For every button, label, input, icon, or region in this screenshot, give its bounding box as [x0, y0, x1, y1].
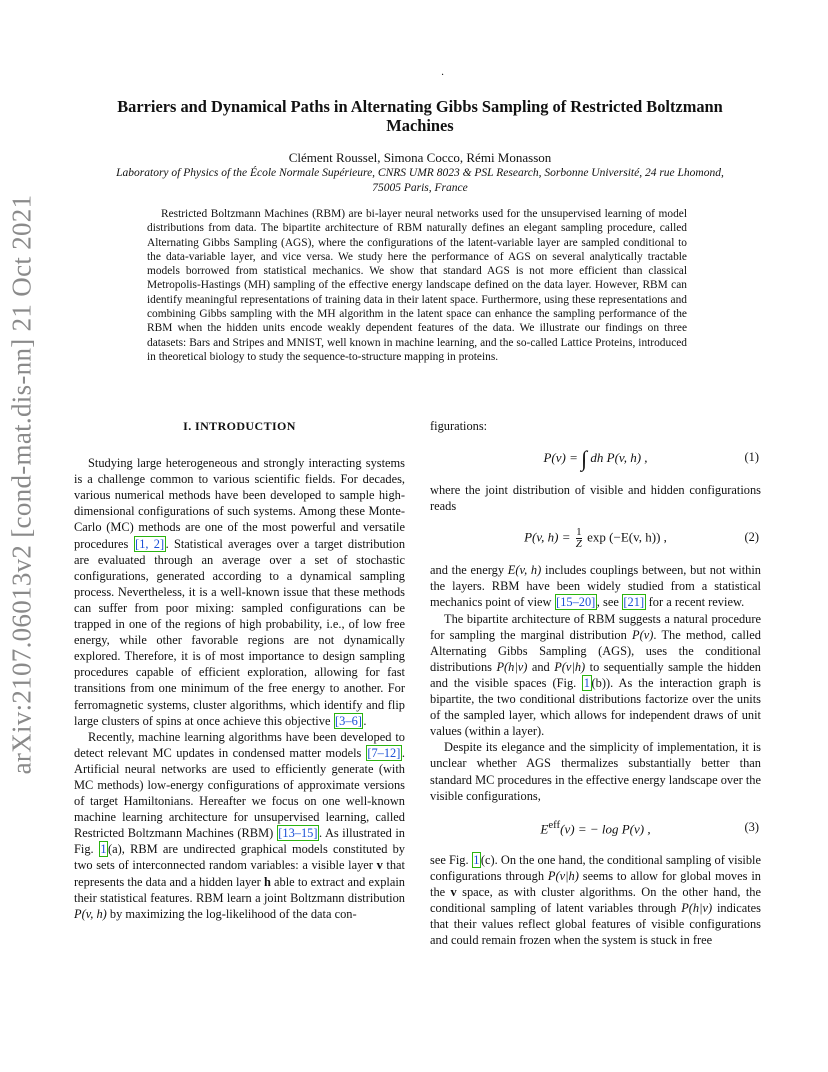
equation-number: (2): [744, 530, 759, 545]
figure-link[interactable]: 1: [100, 842, 107, 857]
paper-authors: Clément Roussel, Simona Cocco, Rémi Monasson: [288, 150, 552, 165]
equation-2: P(v, h) = $\frac{1}{Z}$ exp (−E(v, h)) , (2): [524, 525, 759, 550]
left-column: [74, 418, 405, 922]
citation-link[interactable]: [1, 2]: [135, 536, 165, 551]
header-dot: ·: [441, 70, 445, 81]
arxiv-stamp: [2, 194, 42, 774]
citation-link[interactable]: [13–15]: [278, 826, 318, 841]
citation-link[interactable]: [3–6]: [335, 713, 362, 728]
paper-title: Barriers and Dynamical Paths in Alternating Gibbs Sampling of Restricted Boltzmann Machines: [117, 97, 723, 135]
equation-number: (3): [744, 819, 759, 834]
intro-paragraph-2: Recently, machine learning algorithms have been developed to detect relevant MC updates in condensed matter models [7–12] . Artificial neural networks are used to efficiently generate (with MC methods) low-energy configurations of approximate versions of target Hamiltonians. Hereafter we focus on one well-known machine learning architecture for unsupervised learning, called Restricted Boltzmann Machines (RBM) [13–15] . As illustrated in Fig. 1 (a), RBM are undirected graphical models constituted by two sets of interconnected random variables: a visible layer v that represents the data and a hidden layer h able to extract and explain their statistical features. RBM learn a joint Boltzmann distribution P(v, h) by maximizing the log-likelihood of the data con-: [74, 729, 406, 921]
text-paragraph: and the energy E(v, h) includes couplings between, but not within the layers. RBM have been widely studied from a statistical mechanics point of view [15–20] , see [21] for a recent review.: [430, 563, 761, 610]
fraction: $\frac{1}{Z}$: [575, 525, 582, 550]
right-column: [430, 418, 761, 948]
text-paragraph: The bipartite architecture of RBM suggests a natural procedure for sampling the marginal distribution P(v). The method, called Alternating Gibbs Sampling (AGS), uses the conditional distributions P(h|v) and P(v|h) to sequentially sample the hidden and the visible spaces (Fig. 1 (b)). As the interaction graph is bipartite, the two conditional distributions factorize over the units of the sampled layer, which allows for independent draws of unit values (within a layer).: [430, 611, 761, 739]
integral-symbol: ∫: [581, 445, 588, 471]
figure-link[interactable]: 1: [473, 852, 480, 867]
text-paragraph: where the joint distribution of visible and hidden configurations reads: [430, 483, 761, 514]
intro-paragraph-1: Studying large heterogeneous and strongly interacting systems is a challenge common to various scientific fields. For decades, various numerical methods have been developed to sample high-dimensional configurations of such systems. Among these Monte-Carlo (MC) methods are one of the most powerful and versatile procedures [1, 2] . Statistical averages over a target distribution are evaluated through an average over a set of stochastic configurations, generated according to a dynamical sampling process. Nevertheless, it is a well-known issue that these methods can suffer from poor mixing: sampled configurations can be trapped in one of the regions of high probability, i.e., of low free energy, while other favorable regions are not dynamically explored. Therefore, it is of most importance to design sampling procedures capable of efficient exploration, allowing for fast transitions from one minimum of the free energy to another. For ferromagnetic systems, cluster algorithms, which identify and flip large clusters of spins at once achieve this objective [3–6] .: [74, 456, 406, 728]
section-heading: I. INTRODUCTION: [183, 419, 296, 433]
equation-1: P(v) = ∫ dh P(v, h) , (1): [543, 445, 759, 471]
figure-link[interactable]: 1: [583, 675, 590, 690]
citation-link[interactable]: [21]: [623, 595, 645, 610]
equation-number: (1): [744, 450, 759, 465]
text-fragment: figurations:: [430, 419, 488, 433]
citation-link[interactable]: [7–12]: [367, 745, 401, 760]
equation-3: $E^{eff}(v)$ = − log P(v) , (3): [540, 819, 759, 837]
text-paragraph: see Fig. 1 (c). On the one hand, the conditional sampling of visible configurations through P(v|h) seems to allow for global moves in the v space, as with cluster algorithms. On the other hand, the conditional sampling of latent variables through P(h|v) indicates that their values reflect global features of visible configurations and could remain frozen when the system is stuck in free: [430, 852, 761, 948]
citation-link[interactable]: [15–20]: [556, 595, 596, 610]
text-paragraph: Despite its elegance and the simplicity of implementation, it is unclear whether AGS thermalizes substantially better than standard MC procedures in the effective energy landscape over the visible configurations,: [430, 740, 761, 803]
arxiv-identifier: arXiv:2107.06013v2 [cond-mat.dis-nn] 21 Oct 2021: [6, 194, 37, 774]
paper-affiliation: Laboratory of Physics of the École Normale Supérieure, CNRS UMR 8023 & PSL Research, Sorbonne Université, 24 rue Lhomond, 75005 Paris, France: [116, 167, 724, 194]
abstract: Restricted Boltzmann Machines (RBM) are bi-layer neural networks used for the unsupervised learning of model distributions from data. The bipartite architecture of RBM naturally defines an elegant sampling procedure, called Alternating Gibbs Sampling (AGS), where the configurations of the latent-variable layer are sampled conditional to the data-variable layer, and vice versa. We study here the performance of AGS on several analytically tractable models borrowed from statistical mechanics. We show that standard AGS is not more efficient than classical Metropolis-Hastings (MH) sampling of the effective energy landscape defined on the data layer. However, RBM can identify meaningful representations of training data in their latent space. Furthermore, using these representations and combining Gibbs sampling with the MH algorithm in the latent space can enhance the sampling performance of the RBM when the hidden units encode weakly dependent features of the data. We illustrate our findings on three datasets: Bars and Stripes and MNIST, well known in machine learning, and the so-called Lattice Proteins, introduced in theoretical biology to study the sequence-to-structure mapping in proteins.: [147, 208, 687, 363]
